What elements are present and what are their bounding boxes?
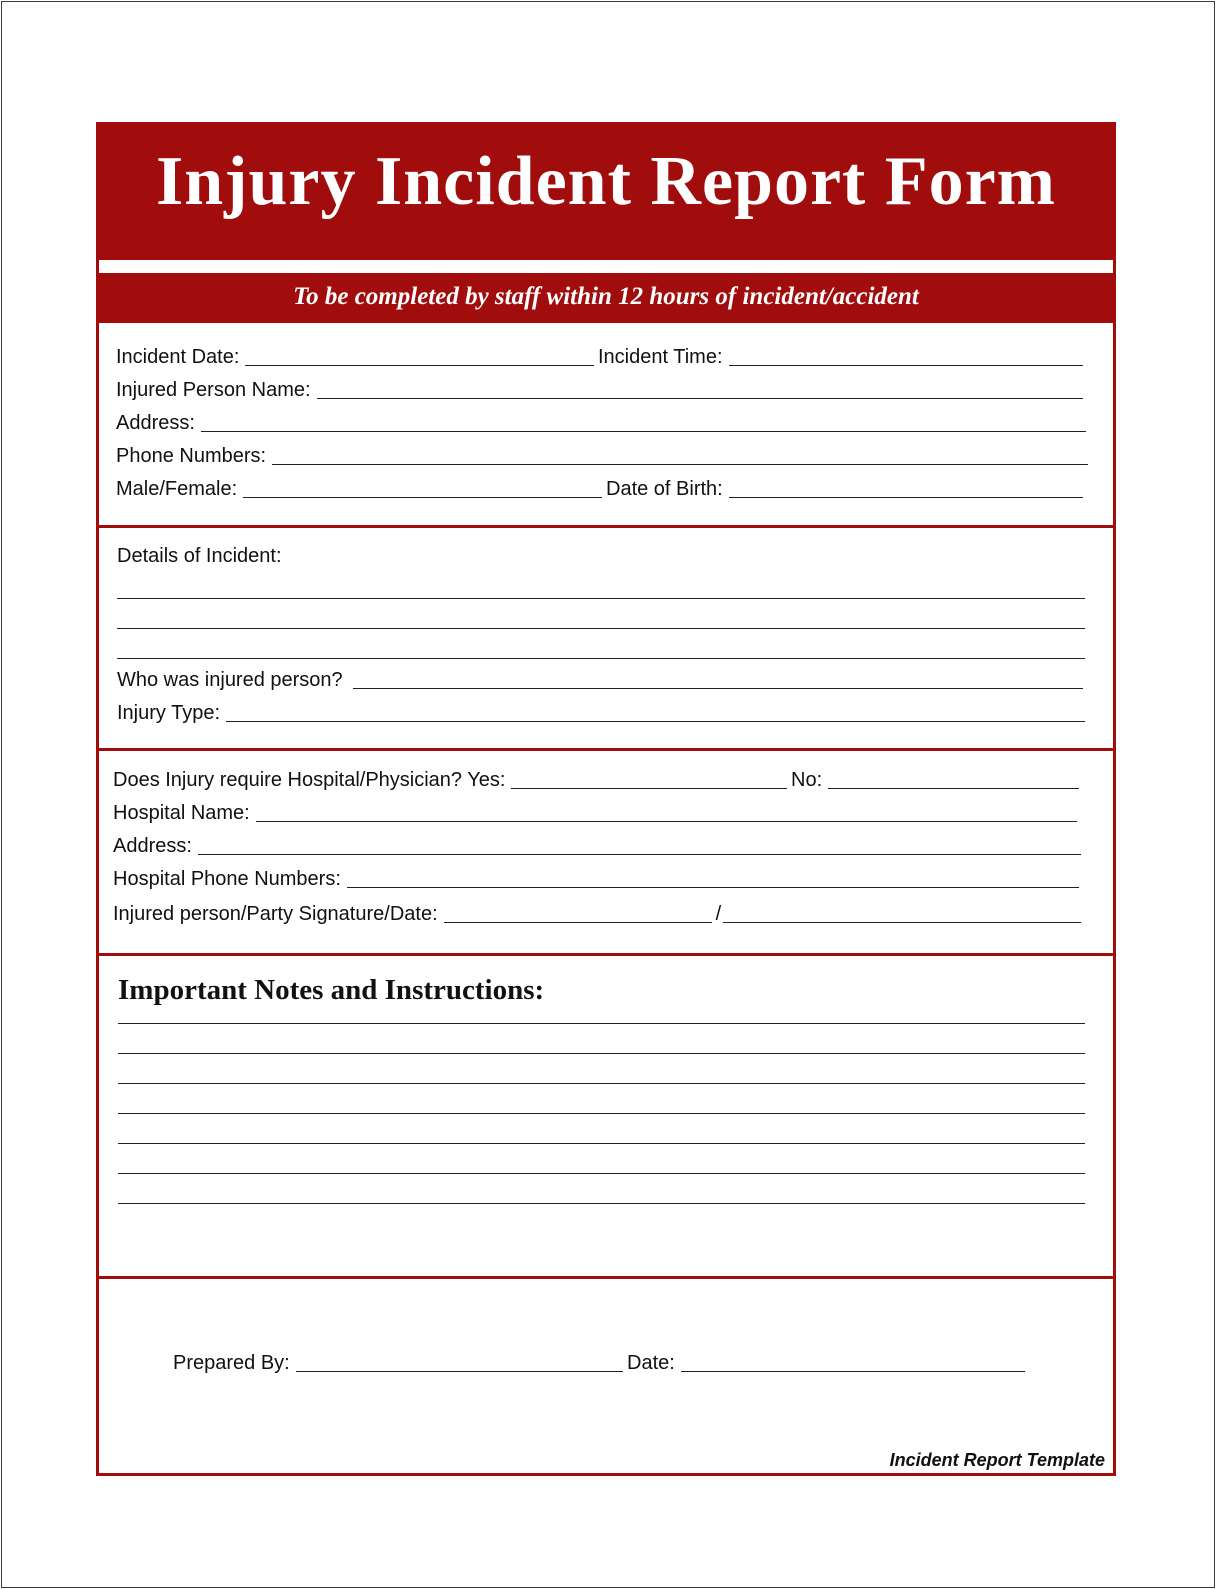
signature-date-field[interactable] (723, 904, 1081, 923)
hospital-no-field[interactable] (828, 770, 1079, 789)
details-of-incident-row (117, 544, 288, 568)
hospital-name-field[interactable] (256, 803, 1077, 822)
hospital-phone-field[interactable] (347, 869, 1079, 888)
date-of-birth-label: Date of Birth: (606, 478, 723, 500)
notes-line-5[interactable] (118, 1143, 1085, 1144)
incident-time-row (594, 345, 1083, 369)
who-was-injured-row (117, 668, 1083, 692)
prepared-date-row (623, 1351, 1025, 1375)
hospital-no-label: No: (791, 769, 823, 791)
prepared-by-label: Prepared By: (173, 1352, 290, 1374)
hospital-address-field[interactable] (198, 836, 1081, 855)
phone-numbers-label: Phone Numbers: (116, 445, 267, 467)
subtitle-banner (99, 273, 1113, 323)
who-was-injured-field[interactable] (353, 670, 1083, 689)
requires-hospital-label: Does Injury require Hospital/Physician? Yes: (113, 769, 506, 791)
notes-line-6[interactable] (118, 1173, 1085, 1174)
sign-off-section (99, 1279, 1113, 1476)
address-label: Address: (116, 412, 195, 434)
notes-line-2[interactable] (118, 1053, 1085, 1054)
requires-hospital-row (113, 768, 787, 792)
address-row (116, 411, 1086, 435)
male-female-row (116, 477, 602, 501)
title-banner (99, 125, 1113, 260)
notes-line-4[interactable] (118, 1113, 1085, 1114)
form-subtitle: To be completed by staff within 12 hours of incident/accident (293, 283, 919, 310)
signature-field[interactable] (444, 904, 712, 923)
hospital-address-row (113, 834, 1081, 858)
hospital-no-row (787, 768, 1079, 792)
hospital-info-section (99, 751, 1113, 953)
injury-type-field[interactable] (226, 703, 1085, 722)
hospital-name-row (113, 801, 1077, 825)
hospital-yes-field[interactable] (511, 770, 787, 789)
details-line-1[interactable] (117, 598, 1085, 599)
prepared-by-field[interactable] (296, 1353, 623, 1372)
phone-numbers-row (116, 444, 1088, 468)
details-line-3[interactable] (117, 658, 1085, 659)
incident-date-row (116, 345, 594, 369)
male-female-label: Male/Female: (116, 478, 238, 500)
male-female-field[interactable] (243, 479, 602, 498)
notes-line-1[interactable] (118, 1023, 1085, 1024)
personal-info-section (99, 323, 1113, 525)
incident-date-field[interactable] (245, 347, 594, 366)
title-divider (99, 260, 1113, 273)
hospital-address-label: Address: (113, 835, 192, 857)
form-title: Injury Incident Report Form (156, 143, 1056, 220)
injury-type-label: Injury Type: (117, 702, 221, 724)
signature-date-label: Injured person/Party Signature/Date: (113, 903, 438, 925)
injured-person-name-label: Injured Person Name: (116, 379, 311, 401)
injured-person-name-row (116, 378, 1083, 402)
prepared-date-field[interactable] (681, 1353, 1025, 1372)
hospital-phone-label: Hospital Phone Numbers: (113, 868, 341, 890)
date-of-birth-row (602, 477, 1083, 501)
hospital-phone-row (113, 867, 1079, 891)
date-of-birth-field[interactable] (729, 479, 1083, 498)
phone-numbers-field[interactable] (272, 446, 1088, 465)
incident-time-field[interactable] (729, 347, 1083, 366)
details-line-2[interactable] (117, 628, 1085, 629)
template-footer-label: Incident Report Template (889, 1450, 1105, 1470)
notes-line-3[interactable] (118, 1083, 1085, 1084)
injury-type-row (117, 701, 1085, 725)
injured-person-name-field[interactable] (317, 380, 1083, 399)
prepared-date-label: Date: (627, 1352, 675, 1374)
who-was-injured-label: Who was injured person? (117, 669, 343, 691)
notes-line-7[interactable] (118, 1203, 1085, 1204)
notes-section (99, 956, 1113, 1276)
prepared-by-row (173, 1351, 623, 1375)
incident-details-section (99, 528, 1113, 748)
details-of-incident-label: Details of Incident: (117, 545, 282, 567)
incident-date-label: Incident Date: (116, 346, 240, 368)
incident-time-label: Incident Time: (598, 346, 723, 368)
incident-report-form (96, 122, 1116, 1476)
address-field[interactable] (201, 413, 1086, 432)
hospital-name-label: Hospital Name: (113, 802, 250, 824)
signature-date-row (113, 902, 1081, 926)
notes-heading: Important Notes and Instructions: (118, 974, 545, 1006)
signature-date-separator: / (715, 903, 722, 925)
